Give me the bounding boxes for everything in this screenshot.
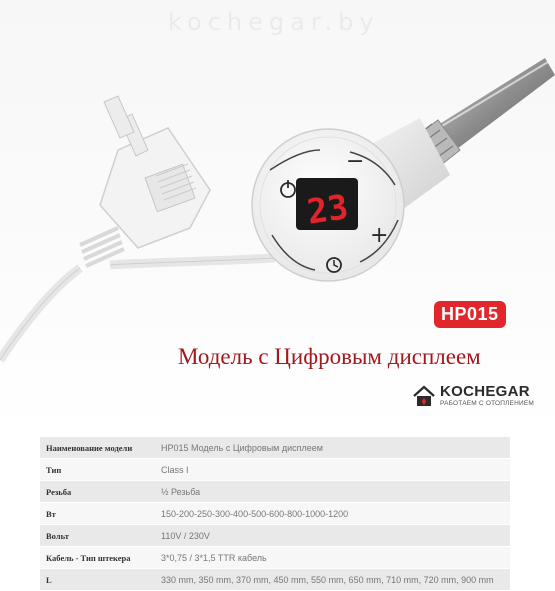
brand-tagline: РАБОТАЕМ С ОТОПЛЕНИЕМ <box>440 400 535 407</box>
spec-table <box>40 437 510 591</box>
model-badge: HP015 <box>434 301 506 328</box>
minus-icon: − <box>346 149 365 174</box>
display-reading: 23 <box>304 187 351 233</box>
table-row <box>40 569 510 591</box>
table-row <box>40 437 510 459</box>
brand-logo <box>412 384 534 408</box>
page-title: Модель с Цифровым дисплеем <box>178 344 481 369</box>
spec-value: HP015 Модель с Цифровым дисплеем <box>155 437 510 459</box>
spec-value: Class I <box>155 459 510 481</box>
flame-house-icon <box>412 384 436 408</box>
spec-value: ½ Резьба <box>155 481 510 503</box>
power-plug <box>80 96 210 266</box>
spec-value: 150-200-250-300-400-500-600-800-1000-1200 <box>155 503 510 525</box>
plus-icon: + <box>370 223 389 248</box>
table-row <box>40 525 510 547</box>
brand-name: KOCHEGAR <box>440 383 530 400</box>
table-row <box>40 547 510 569</box>
table-row <box>40 459 510 481</box>
spec-key: Тип <box>40 459 155 481</box>
spec-key: Резьба <box>40 481 155 503</box>
table-row <box>40 481 510 503</box>
spec-key: Кабель - Тип штекера <box>40 547 155 569</box>
spec-key: Наименование модели <box>40 437 155 459</box>
watermark: kochegar.by <box>168 8 380 36</box>
spec-value: 110V / 230V <box>155 525 510 547</box>
spec-key: Вольт <box>40 525 155 547</box>
spec-value: 330 mm, 350 mm, 370 mm, 450 mm, 550 mm, 650 mm, 710 mm, 720 mm, 900 mm <box>155 569 510 591</box>
spec-value: 3*0,75 / 3*1,5 TTR кабель <box>155 547 510 569</box>
spec-key: L <box>40 569 155 591</box>
table-row <box>40 503 510 525</box>
control-unit <box>252 129 404 281</box>
spec-key: Вт <box>40 503 155 525</box>
